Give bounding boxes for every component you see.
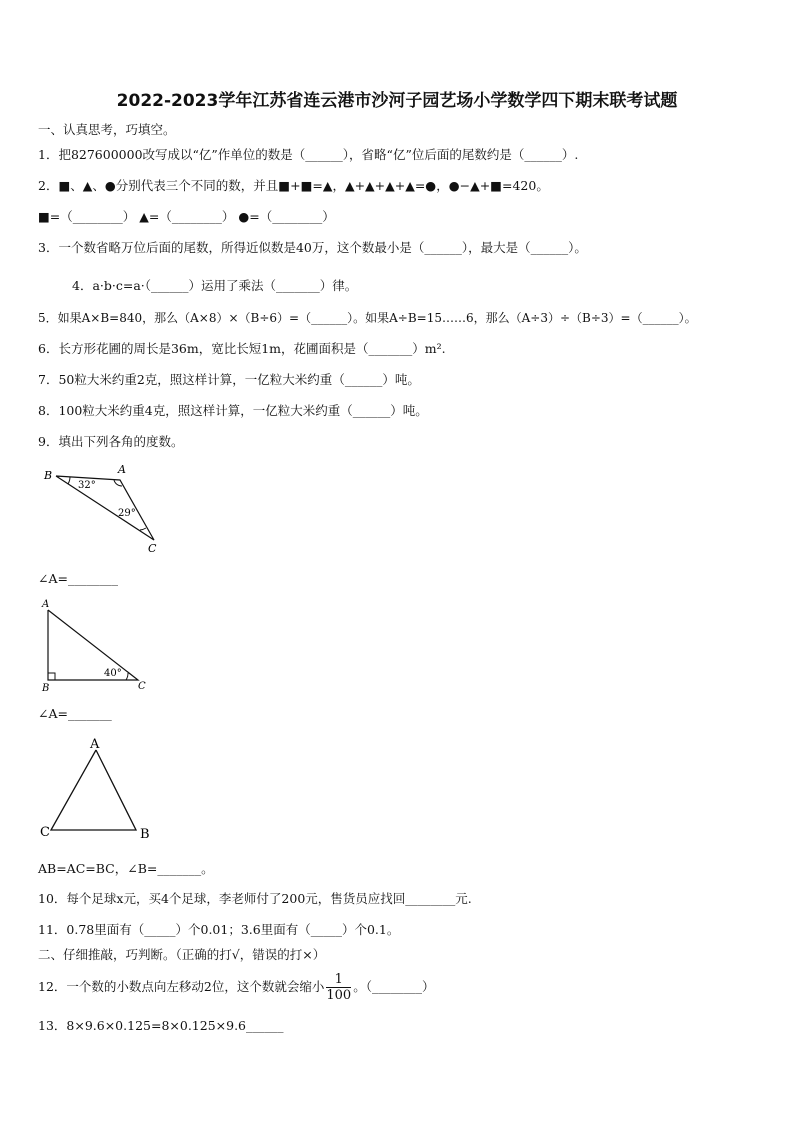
question-12-text: 12．一个数的小数点向左移动2位，这个数就会缩小 <box>38 979 325 994</box>
fraction-numerator: 1 <box>326 972 351 988</box>
vertex-c-label-2: C <box>138 681 146 692</box>
angle-c-value-2: 40° <box>104 668 122 679</box>
angle-c-arc-2 <box>126 673 128 680</box>
question-9: 9．填出下列各角的度数。 <box>38 434 184 449</box>
page-title: 2022-2023学年江苏省连云港市沙河子园艺场小学数学四下期末联考试题 <box>116 91 678 111</box>
triangle-figure-1 <box>38 460 168 560</box>
question-11: 11．0.78里面有（_____）个0.01；3.6里面有（_____）个0.1。 <box>38 922 400 937</box>
vertex-c-label: C <box>148 542 157 555</box>
question-10: 10．每个足球x元，买4个足球，李老师付了200元，售货员应找回________元. <box>38 891 472 906</box>
answer-angle-a-1: ∠A=________ <box>38 571 118 586</box>
vertex-a-label-2: A <box>42 599 50 610</box>
question-8: 8．100粒大米约重4克，照这样计算，一亿粒大米约重（______）吨。 <box>38 403 428 418</box>
vertex-a-label: A <box>118 463 126 476</box>
vertex-a-label-3: A <box>90 737 100 752</box>
question-3: 3．一个数省略万位后面的尾数，所得近似数是40万，这个数最小是（______），最大是（______）。 <box>38 240 587 255</box>
triangle-figure-2 <box>38 598 158 693</box>
answer-angle-a-2: ∠A=_______ <box>38 706 112 721</box>
section-heading-fill: 一、认真思考，巧填空。 <box>38 122 176 137</box>
fraction-one-hundredth <box>326 972 351 1003</box>
angle-c-value: 29° <box>118 508 136 519</box>
answer-angle-b-3: AB=AC=BC，∠B=_______。 <box>38 861 214 876</box>
question-1: 1．把827600000改写成以“亿”作单位的数是（______），省略“亿”位后面的尾数约是（______）. <box>38 147 579 162</box>
triangle-1-outline <box>56 476 154 540</box>
angle-b-value: 32° <box>78 480 96 491</box>
vertex-b-label: B <box>44 469 53 482</box>
vertex-c-label-3: C <box>40 825 50 840</box>
triangle-2-outline <box>48 610 138 680</box>
question-6: 6．长方形花圃的周长是36m，宽比长短1m，花圃面积是（_______）m². <box>38 341 446 356</box>
triangle-3-outline <box>51 750 136 830</box>
vertex-b-label-3: B <box>140 827 150 842</box>
question-4: 4．a·b·c=a·（______）运用了乘法（_______）律。 <box>72 278 358 293</box>
angle-b-arc <box>68 477 70 484</box>
section-heading-judge: 二、仔细推敲，巧判断。（正确的打√，错误的打×） <box>38 947 326 962</box>
right-angle-mark <box>48 673 55 680</box>
question-2-blanks: ■=（________） ▲=（________） ●=（________） <box>38 209 335 224</box>
fraction-denominator: 100 <box>326 988 352 1003</box>
question-7: 7．50粒大米约重2克，照这样计算，一亿粒大米约重（______）吨。 <box>38 372 420 387</box>
triangle-figure-3 <box>38 736 168 846</box>
question-2: 2．■、▲、●分别代表三个不同的数，并且■+■=▲，▲+▲+▲+▲=●，●−▲+■=420。 <box>38 178 549 193</box>
question-12-blank: 。（________） <box>353 979 435 994</box>
angle-c-arc <box>140 528 146 530</box>
question-13: 13．8×9.6×0.125=8×0.125×9.6______ <box>38 1018 284 1033</box>
vertex-b-label-2: B <box>42 683 50 693</box>
question-12 <box>38 972 434 1003</box>
question-5: 5．如果A×B=840，那么（A×8）×（B÷6）=（______）。如果A÷B=15……6，那么（A÷3）÷（B÷3）=（______）。 <box>38 311 697 325</box>
